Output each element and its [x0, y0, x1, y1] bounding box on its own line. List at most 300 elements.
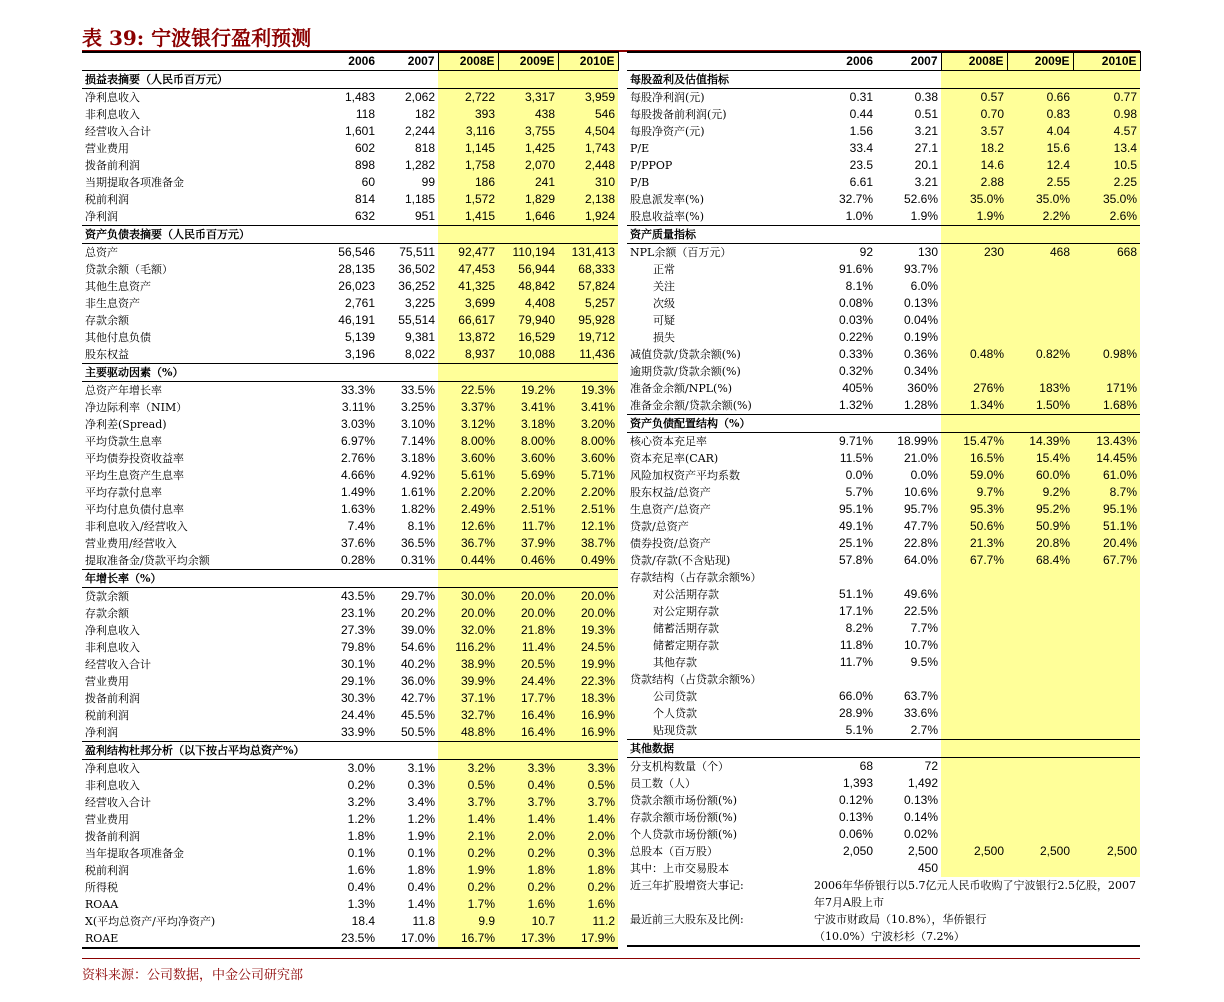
table-row: [82, 278, 618, 295]
value-cell: 360%: [907, 381, 938, 395]
value-cell: 2,448: [558, 157, 618, 174]
value-cell: 3.25%: [400, 400, 435, 414]
value-cell: 24.5%: [558, 639, 618, 656]
table-row: [627, 792, 1140, 809]
value-cell: 8.00%: [498, 433, 558, 450]
table-row: [627, 637, 1140, 654]
value-cell: [1007, 620, 1073, 637]
row-label: 股东权益: [85, 348, 129, 361]
section-fill: [438, 71, 498, 89]
section-fill: [558, 364, 618, 382]
value-cell: 1,185: [404, 192, 435, 206]
value-cell: 0.02%: [903, 827, 938, 841]
value-cell: 18.4: [351, 914, 375, 928]
value-cell: [941, 860, 1007, 877]
row-label: 其他生息资产: [85, 280, 151, 293]
section-header-row: [82, 742, 618, 760]
table-row: [627, 278, 1140, 295]
section-fill: [438, 226, 498, 244]
value-cell: 131,413: [558, 244, 618, 262]
section-fill: [811, 415, 876, 433]
value-cell: 182: [414, 107, 435, 121]
value-cell: 27.3%: [340, 623, 375, 637]
value-cell: 4.92%: [400, 468, 435, 482]
value-cell: 19.3%: [558, 622, 618, 639]
section-fill: [1007, 740, 1073, 758]
section-fill: [876, 740, 941, 758]
value-cell: 15.4%: [1007, 450, 1073, 467]
value-cell: [1007, 860, 1073, 877]
value-cell: 8.1%: [407, 519, 435, 533]
value-cell: 9.9: [438, 913, 498, 930]
note-row: [627, 911, 1140, 946]
value-cell: 3.2%: [438, 760, 498, 778]
value-cell: 3,755: [498, 123, 558, 140]
value-cell: 0.5%: [438, 777, 498, 794]
value-cell: 8.00%: [438, 433, 498, 450]
value-cell: [941, 586, 1007, 603]
value-cell: 17.7%: [498, 690, 558, 707]
value-cell: 3.12%: [438, 416, 498, 433]
row-label: 存款余额: [85, 314, 129, 327]
section-title: 主要驱动因素（%）: [82, 364, 318, 382]
table-row: [82, 828, 618, 845]
value-cell: 0.57: [941, 89, 1007, 107]
value-cell: 951: [414, 209, 435, 223]
value-cell: 0.31: [849, 90, 873, 104]
value-cell: 1,492: [907, 776, 938, 790]
value-cell: 1,483: [344, 90, 375, 104]
value-cell: 0.2%: [438, 845, 498, 862]
note-label: 最近前三大股东及比例:: [627, 911, 811, 946]
value-cell: 68: [859, 759, 873, 773]
value-cell: 0.49%: [558, 552, 618, 570]
value-cell: [811, 671, 876, 688]
row-label: 净利息收入: [85, 624, 140, 637]
value-cell: 67.7%: [1073, 552, 1140, 569]
section-header-row: [82, 226, 618, 244]
section-fill: [1073, 226, 1140, 244]
table-row: [627, 501, 1140, 518]
value-cell: 0.33%: [838, 347, 873, 361]
table-row: [627, 688, 1140, 705]
value-cell: 1.63%: [340, 502, 375, 516]
section-fill: [378, 742, 438, 760]
value-cell: 2.20%: [498, 484, 558, 501]
section-fill: [876, 415, 941, 433]
value-cell: [811, 569, 876, 586]
section-fill: [318, 71, 378, 89]
section-title: 年增长率（%）: [82, 570, 318, 588]
value-cell: 3.41%: [558, 399, 618, 416]
value-cell: 276%: [941, 380, 1007, 397]
value-cell: 20.0%: [558, 605, 618, 622]
value-cell: 2,500: [907, 844, 938, 858]
value-cell: 10.5: [1073, 157, 1140, 174]
value-cell: 3.60%: [498, 450, 558, 467]
section-fill: [318, 364, 378, 382]
value-cell: 110,194: [498, 244, 558, 262]
value-cell: 19,712: [558, 329, 618, 346]
value-cell: 3.4%: [407, 795, 435, 809]
value-cell: 10.6%: [903, 485, 938, 499]
value-cell: 3.21: [914, 124, 938, 138]
value-cell: [1007, 688, 1073, 705]
value-cell: 22.3%: [558, 673, 618, 690]
value-cell: 50.9%: [1007, 518, 1073, 535]
section-fill: [558, 71, 618, 89]
value-cell: 16.7%: [438, 930, 498, 948]
row-label: 贷款/存款(不含贴现): [630, 554, 731, 567]
table-row: [82, 416, 618, 433]
value-cell: 1.68%: [1073, 397, 1140, 415]
value-cell: [941, 620, 1007, 637]
value-cell: 1,145: [438, 140, 498, 157]
value-cell: 30.1%: [340, 657, 375, 671]
table-row: [82, 760, 618, 778]
value-cell: 75,511: [399, 245, 435, 259]
value-cell: [941, 705, 1007, 722]
value-cell: 0.51: [914, 107, 938, 121]
value-cell: 0.48%: [941, 346, 1007, 363]
value-cell: 3.7%: [558, 794, 618, 811]
value-cell: 3,116: [438, 123, 498, 140]
row-label: 非利息收入/经营收入: [85, 520, 188, 533]
table-row: [627, 433, 1140, 451]
table-row: [82, 433, 618, 450]
value-cell: 814: [354, 192, 375, 206]
value-cell: 468: [1007, 244, 1073, 262]
value-cell: [941, 758, 1007, 776]
value-cell: 95.1%: [838, 502, 873, 516]
value-cell: 16.9%: [558, 724, 618, 742]
value-cell: 39.9%: [438, 673, 498, 690]
value-cell: 602: [354, 141, 375, 155]
value-cell: 9.71%: [838, 434, 873, 448]
value-cell: 0.06%: [838, 827, 873, 841]
table-row: [627, 123, 1140, 140]
value-cell: 1.9%: [941, 208, 1007, 226]
value-cell: 56,546: [338, 245, 375, 259]
value-cell: [1007, 363, 1073, 380]
value-cell: 3.1%: [407, 761, 435, 775]
value-cell: 3.7%: [498, 794, 558, 811]
value-cell: 118: [355, 107, 375, 121]
value-cell: 3.3%: [498, 760, 558, 778]
value-cell: 38.9%: [438, 656, 498, 673]
value-cell: [941, 363, 1007, 380]
value-cell: 2.76%: [340, 451, 375, 465]
value-cell: [1007, 705, 1073, 722]
value-cell: 3.10%: [400, 417, 435, 431]
table-row: [82, 639, 618, 656]
row-label: 股息派发率(%): [630, 193, 705, 206]
value-cell: [1073, 688, 1140, 705]
row-label: 资本充足率(CAR): [630, 452, 719, 465]
value-cell: 0.19%: [903, 330, 938, 344]
section-title: 盈利结构杜邦分析（以下按占平均总资产%）: [82, 742, 318, 760]
value-cell: 32.7%: [438, 707, 498, 724]
right-table-panel: [627, 51, 1140, 947]
value-cell: 11.4%: [498, 639, 558, 656]
value-cell: 1.4%: [438, 811, 498, 828]
row-label: 存款余额: [85, 607, 129, 620]
value-cell: 36,502: [398, 262, 435, 276]
table-row: [627, 295, 1140, 312]
value-cell: 1.61%: [400, 485, 435, 499]
value-cell: [941, 826, 1007, 843]
section-fill: [318, 570, 378, 588]
table-row: [82, 89, 618, 107]
value-cell: 68,333: [558, 261, 618, 278]
value-cell: [1007, 261, 1073, 278]
value-cell: 0.34%: [903, 364, 938, 378]
section-fill: [498, 71, 558, 89]
right-table: [627, 51, 1141, 947]
value-cell: 19.2%: [498, 382, 558, 400]
value-cell: 2.0%: [498, 828, 558, 845]
table-row: [627, 569, 1140, 586]
value-cell: 405%: [842, 381, 873, 395]
value-cell: 0.3%: [407, 778, 435, 792]
row-label: 税前利润: [85, 709, 129, 722]
value-cell: [1007, 637, 1073, 654]
section-fill: [1007, 71, 1073, 89]
value-cell: 17.9%: [558, 930, 618, 948]
section-fill: [811, 740, 876, 758]
value-cell: 17.3%: [498, 930, 558, 948]
row-label: 贷款结构（占贷款余额%）: [630, 673, 762, 686]
value-cell: 21.3%: [941, 535, 1007, 552]
value-cell: 393: [438, 106, 498, 123]
table-row: [627, 705, 1140, 722]
value-cell: 16,529: [498, 329, 558, 346]
section-fill: [1073, 415, 1140, 433]
value-cell: 1.49%: [340, 485, 375, 499]
value-cell: 668: [1073, 244, 1140, 262]
value-cell: [1073, 775, 1140, 792]
table-row: [627, 809, 1140, 826]
value-cell: 45.5%: [400, 708, 435, 722]
section-title: 资产负债表摘要（人民币百万元）: [82, 226, 318, 244]
table-row: [627, 329, 1140, 346]
value-cell: 10,088: [498, 346, 558, 364]
value-cell: 0.0%: [845, 468, 873, 482]
table-row: [627, 106, 1140, 123]
value-cell: 0.04%: [903, 313, 938, 327]
value-cell: 1,601: [344, 124, 375, 138]
value-cell: [1073, 637, 1140, 654]
row-label: 税前利润: [85, 864, 129, 877]
section-header-row: [82, 570, 618, 588]
value-cell: 2.1%: [438, 828, 498, 845]
row-label: 储蓄活期存款: [653, 622, 719, 635]
value-cell: 2.88: [941, 174, 1007, 191]
value-cell: 48.8%: [438, 724, 498, 742]
table-row: [82, 930, 618, 948]
value-cell: 13.4: [1073, 140, 1140, 157]
section-fill: [876, 226, 941, 244]
value-cell: 2,500: [1073, 843, 1140, 860]
value-cell: 5,257: [558, 295, 618, 312]
value-cell: [1007, 809, 1073, 826]
section-title: 其他数据: [627, 740, 811, 758]
value-cell: 2,138: [558, 191, 618, 208]
value-cell: 32.7%: [838, 192, 873, 206]
value-cell: 3.11%: [341, 400, 375, 414]
value-cell: 3.03%: [340, 417, 375, 431]
value-cell: 12.1%: [558, 518, 618, 535]
right-header-row: [627, 52, 1140, 71]
value-cell: 1.3%: [347, 897, 375, 911]
year-header: 2006: [318, 52, 378, 71]
value-cell: 18.99%: [897, 434, 938, 448]
value-cell: [1073, 722, 1140, 740]
value-cell: 3,196: [344, 347, 375, 361]
row-label: 每股拨备前利润(元): [630, 108, 727, 121]
value-cell: 36.0%: [400, 674, 435, 688]
value-cell: [1073, 603, 1140, 620]
value-cell: 14.45%: [1073, 450, 1140, 467]
row-label: 净边际利率（NIM）: [85, 401, 188, 414]
table-row: [82, 724, 618, 742]
value-cell: 8,937: [438, 346, 498, 364]
value-cell: [1073, 860, 1140, 877]
value-cell: 1.4%: [407, 897, 435, 911]
note-label: 近三年扩股增资大事记:: [630, 879, 744, 892]
table-row: [82, 794, 618, 811]
value-cell: [941, 671, 1007, 688]
table-row: [627, 380, 1140, 397]
note-text: 2006年华侨银行以5.7亿元人民币收购了宁波银行2.5亿股，2007年7月A股上市: [814, 879, 1136, 909]
value-cell: 11.7%: [839, 655, 873, 669]
value-cell: 0.14%: [903, 810, 938, 824]
value-cell: 35.0%: [1007, 191, 1073, 208]
value-cell: 91.6%: [838, 262, 873, 276]
left-header-row: [82, 52, 618, 71]
section-fill: [498, 364, 558, 382]
value-cell: 2.20%: [438, 484, 498, 501]
value-cell: 898: [354, 158, 375, 172]
value-cell: [1007, 312, 1073, 329]
value-cell: 33.5%: [400, 383, 435, 397]
row-label: 风险加权资产平均系数: [630, 469, 740, 482]
row-label: 净利差(Spread): [85, 418, 167, 431]
row-label: 拨备前利润: [85, 830, 140, 843]
value-cell: 17.1%: [838, 604, 873, 618]
value-cell: 1.82%: [400, 502, 435, 516]
row-label: 营业费用: [85, 142, 129, 155]
value-cell: 11,436: [558, 346, 618, 364]
value-cell: 68.4%: [1007, 552, 1073, 569]
table-row: [82, 845, 618, 862]
value-cell: 0.44%: [438, 552, 498, 570]
table-row: [627, 860, 1140, 877]
row-label: 存款余额市场份额(%): [630, 811, 738, 824]
value-cell: [1007, 654, 1073, 671]
value-cell: 1,829: [498, 191, 558, 208]
value-cell: 7.4%: [347, 519, 375, 533]
value-cell: 60.0%: [1007, 467, 1073, 484]
value-cell: 1,743: [558, 140, 618, 157]
row-label: 其他存款: [653, 656, 697, 669]
value-cell: 24.4%: [498, 673, 558, 690]
value-cell: 3.18%: [498, 416, 558, 433]
table-row: [627, 157, 1140, 174]
table-row: [627, 191, 1140, 208]
value-cell: 130: [917, 245, 938, 259]
value-cell: 20.0%: [438, 605, 498, 622]
value-cell: 37.1%: [438, 690, 498, 707]
value-cell: [941, 775, 1007, 792]
table-row: [82, 329, 618, 346]
table-row: [627, 467, 1140, 484]
section-title: 损益表摘要（人民币百万元）: [82, 71, 318, 89]
section-title: 资产负债配置结构（%）: [627, 415, 811, 433]
value-cell: 0.70: [941, 106, 1007, 123]
value-cell: 1.34%: [941, 397, 1007, 415]
value-cell: 5.1%: [845, 723, 873, 737]
value-cell: 23.5: [849, 158, 873, 172]
value-cell: 2.51%: [558, 501, 618, 518]
table-row: [627, 450, 1140, 467]
row-label: 贷款余额: [85, 590, 129, 603]
value-cell: 6.0%: [910, 279, 938, 293]
value-cell: 0.4%: [407, 880, 435, 894]
value-cell: 1.50%: [1007, 397, 1073, 415]
value-cell: 28,135: [338, 262, 375, 276]
row-label: 净利润: [85, 726, 118, 739]
value-cell: 3.57: [941, 123, 1007, 140]
value-cell: 1.2%: [347, 812, 375, 826]
table-row: [82, 535, 618, 552]
value-cell: 3.0%: [347, 761, 375, 775]
value-cell: 36,252: [398, 279, 435, 293]
row-label: 总资产: [85, 246, 118, 259]
value-cell: 66.0%: [838, 689, 873, 703]
row-label: 营业费用/经营收入: [85, 537, 177, 550]
row-label: 员工数（人）: [630, 777, 696, 790]
value-cell: 9.5%: [910, 655, 938, 669]
row-label: 提取准备金/贷款平均余额: [85, 554, 210, 567]
table-row: [82, 862, 618, 879]
value-cell: 1,415: [438, 208, 498, 226]
section-fill: [318, 226, 378, 244]
value-cell: [941, 603, 1007, 620]
value-cell: 1,393: [842, 776, 873, 790]
section-fill: [811, 226, 876, 244]
value-cell: 7.7%: [910, 621, 938, 635]
row-label: X(平均总资产/平均净资产): [85, 915, 216, 928]
year-header: 2006: [811, 52, 876, 71]
value-cell: [1007, 792, 1073, 809]
value-cell: 21.0%: [903, 451, 938, 465]
value-cell: [941, 261, 1007, 278]
value-cell: 20.5%: [498, 656, 558, 673]
value-cell: [1073, 312, 1140, 329]
row-label: P/B: [630, 176, 650, 189]
row-label: 个人贷款: [653, 707, 697, 720]
table-row: [627, 244, 1140, 262]
value-cell: 48,842: [498, 278, 558, 295]
value-cell: 1.6%: [558, 896, 618, 913]
value-cell: 20.2%: [400, 606, 435, 620]
value-cell: 1,425: [498, 140, 558, 157]
section-fill: [876, 71, 941, 89]
value-cell: 16.4%: [498, 707, 558, 724]
row-label: 平均债券投资收益率: [85, 452, 184, 465]
value-cell: 28.9%: [838, 706, 873, 720]
